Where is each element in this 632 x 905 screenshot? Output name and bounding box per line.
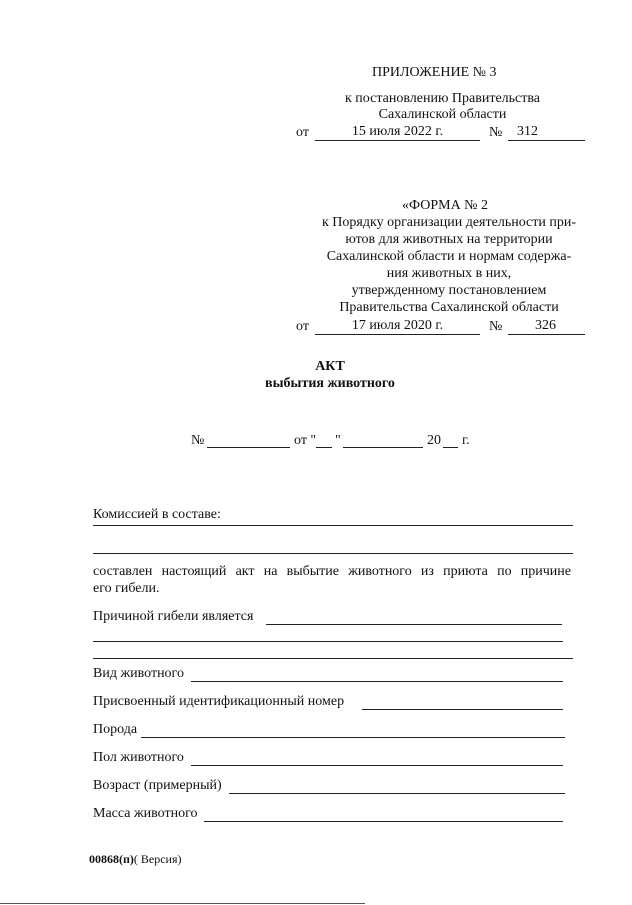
appendix-line1: к постановлению Правительства: [344, 91, 541, 106]
field-label-sex: Пол животного: [93, 750, 184, 765]
act-num-label: №: [191, 433, 205, 448]
appendix-number-underline: [508, 140, 585, 141]
field-sex[interactable]: [191, 765, 563, 766]
act-from-label: от ": [294, 433, 317, 448]
field-label-species: Вид животного: [93, 666, 184, 681]
field-label-weight: Масса животного: [93, 806, 198, 821]
cause-field[interactable]: [266, 624, 562, 625]
appendix-date-underline: [315, 140, 480, 141]
appendix-date: 15 июля 2022 г.: [351, 124, 444, 139]
act-day-field[interactable]: [316, 447, 332, 448]
form-line: ютов для животных на территории: [345, 232, 553, 247]
field-id-number[interactable]: [362, 709, 563, 710]
act-year-suffix: г.: [462, 433, 470, 448]
appendix-from-label: от: [296, 125, 309, 140]
field-breed[interactable]: [141, 737, 565, 738]
act-quote-close: ": [335, 433, 341, 448]
commission-line-1[interactable]: [93, 525, 573, 526]
form-line: Сахалинской области и нормам содержа-: [326, 249, 572, 264]
footer-code-line: [89, 852, 182, 867]
act-year-prefix: 20: [427, 433, 441, 448]
form-date-underline: [315, 334, 480, 335]
field-label-breed: Порода: [93, 722, 138, 737]
form-number: 326: [535, 318, 556, 333]
form-line: утвержденному постановлением: [351, 283, 547, 298]
commission-label: Комиссией в составе:: [93, 507, 221, 522]
commission-line-2[interactable]: [93, 553, 573, 554]
form-from-label: от: [296, 319, 309, 334]
form-date: 17 июля 2020 г.: [351, 318, 444, 333]
appendix-number: 312: [517, 124, 538, 139]
appendix-line2: Сахалинской области: [378, 107, 507, 122]
appendix-title: ПРИЛОЖЕНИЕ № 3: [372, 65, 497, 80]
appendix-num-label: №: [489, 125, 503, 140]
form-line: к Порядку организации деятельности при-: [321, 215, 577, 230]
form-line: Правительства Сахалинской области: [339, 300, 559, 315]
cause-line-2[interactable]: [93, 641, 563, 642]
field-species[interactable]: [191, 681, 563, 682]
act-month-field[interactable]: [343, 447, 423, 448]
bottom-scan-edge: [0, 903, 365, 904]
act-year-field[interactable]: [443, 447, 458, 448]
field-age[interactable]: [229, 793, 565, 794]
footer-version: ( Версия): [133, 852, 182, 866]
cause-line-3[interactable]: [93, 658, 573, 659]
cause-label: Причиной гибели является: [93, 609, 254, 624]
act-subtitle: выбытия животного: [265, 376, 395, 391]
form-number-underline: [508, 334, 585, 335]
paragraph-line-1: составлен настоящий акт на выбытие животного из приюта по причине: [93, 564, 571, 579]
field-label-id-number: Присвоенный идентификационный номер: [93, 694, 345, 709]
field-label-age: Возраст (примерный): [93, 778, 222, 793]
form-title: «ФОРМА № 2: [402, 198, 489, 213]
form-num-label: №: [489, 319, 503, 334]
act-number-field[interactable]: [207, 447, 290, 448]
act-title: АКТ: [315, 359, 345, 374]
paragraph-line-2: его гибели.: [93, 581, 160, 596]
field-weight[interactable]: [204, 821, 563, 822]
form-line: ния животных в них,: [386, 266, 512, 281]
footer-code: 00868(п): [89, 852, 134, 866]
